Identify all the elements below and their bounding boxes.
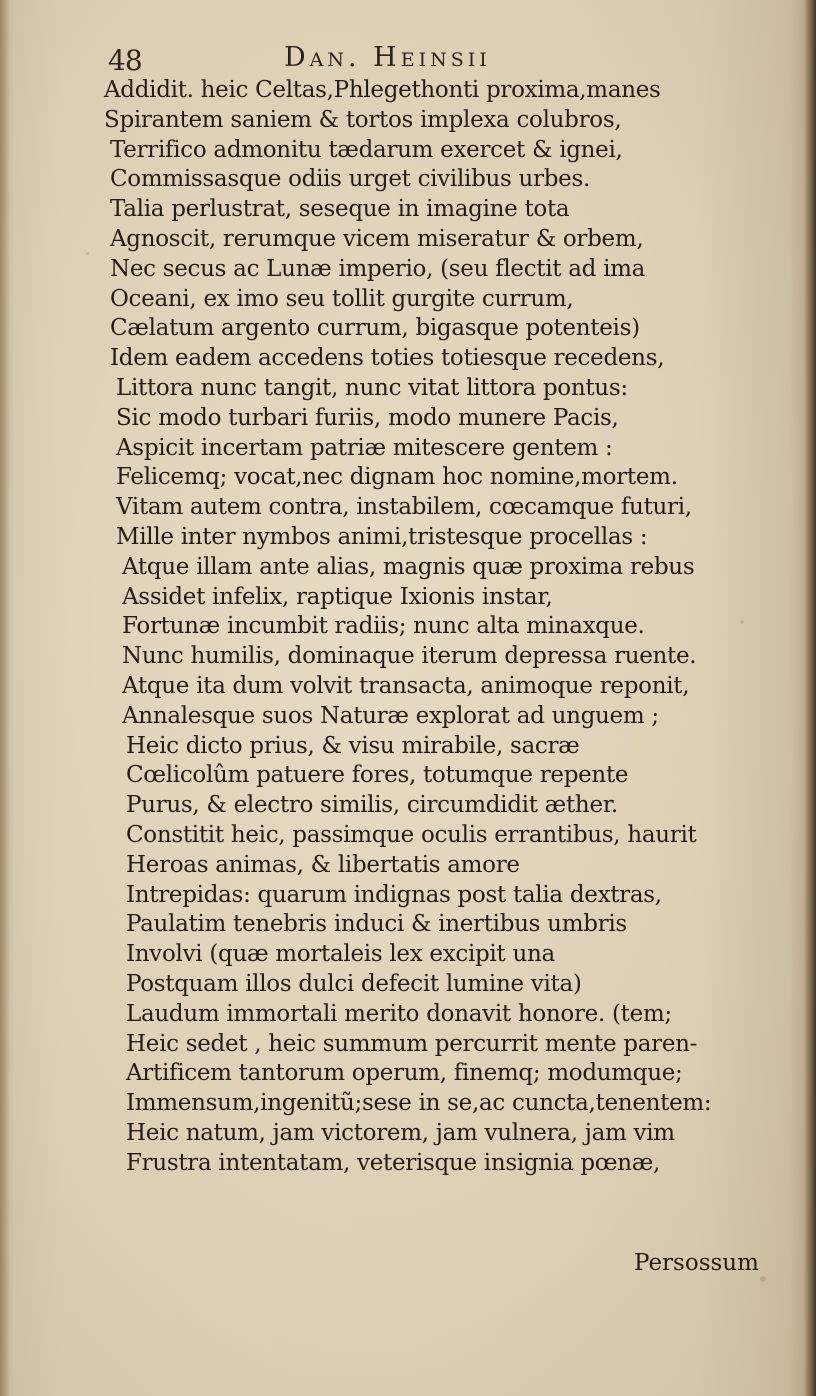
page-left-shadow (0, 0, 10, 1396)
verse-line: Fortunæ incumbit radiis; nunc alta minaxque. (122, 613, 645, 640)
verse-line: Felicemq; vocat,nec dignam hoc nomine,mortem. (116, 464, 678, 491)
verse-line: Paulatim tenebris induci & inertibus umbris (126, 911, 627, 938)
verse-line: Oceani, ex imo seu tollit gurgite currum, (110, 285, 574, 312)
verse-line: Mille inter nymbos animi,tristesque procellas : (116, 523, 648, 550)
verse-line: Idem eadem accedens toties totiesque recedens, (110, 345, 665, 372)
verse-line: Purus, & electro similis, circumdidit æther. (126, 792, 618, 819)
verse-line: Heroas animas, & libertatis amore (126, 851, 520, 878)
verse-line: Terrifico admonitu tædarum exercet & ignei, (110, 136, 623, 163)
verse-line: Atque illam ante alias, magnis quæ proxima rebus (122, 553, 695, 580)
verse-line: Nec secus ac Lunæ imperio, (seu flectit ad ima (110, 255, 646, 282)
verse-line: Heic sedet , heic summum percurrit mente paren- (126, 1030, 698, 1057)
verse-line: Postquam illos dulci defecit lumine vita) (126, 970, 582, 997)
verse-line: Atque ita dum volvit transacta, animoque reponit, (122, 672, 690, 699)
verse-line: Artificem tantorum operum, finemq; modumque; (126, 1060, 683, 1087)
catchword: Persossum (634, 1250, 759, 1276)
verse-line: Talia perlustrat, seseque in imagine tota (110, 196, 570, 223)
verse-line: Laudum immortali merito donavit honore. (tem; (126, 1000, 672, 1027)
verse-line: Nunc humilis, dominaque iterum depressa ruente. (122, 643, 697, 670)
verse-line: Intrepidas: quarum indignas post talia dextras, (126, 881, 662, 908)
verse-line: Cælatum argento currum, bigasque potenteis) (110, 315, 640, 342)
verse-line: Frustra intentatam, veterisque insignia pœnæ, (126, 1149, 661, 1176)
verse-line: Cœlicolûm patuere fores, totumque repente (126, 762, 629, 789)
foxing-spot (86, 252, 89, 255)
verse-line: Agnoscit, rerumque vicem miseratur & orbem, (110, 225, 644, 252)
verse-line: Heic dicto prius, & visu mirabile, sacræ (126, 732, 580, 759)
verse-line: Aspicit incertam patriæ mitescere gentem : (116, 434, 613, 461)
running-title: Dan. Heinsii (284, 42, 491, 73)
verse-line: Constitit heic, passimque oculis errantibus, haurit (126, 821, 697, 848)
poem-text (104, 76, 794, 1178)
verse-line: Addidit. heic Celtas,Phlegethonti proxima,manes (104, 77, 661, 103)
foxing-spot (760, 1276, 766, 1282)
verse-line: Vitam autem contra, instabilem, cœcamque futuri, (116, 494, 692, 521)
verse-line: Immensum,ingenitũ;sese in se,ac cuncta,tenentem: (126, 1090, 712, 1117)
verse-line: Sic modo turbari furiis, modo munere Pacis, (116, 404, 619, 431)
page-header (108, 38, 608, 78)
verse-line: Littora nunc tangit, nunc vitat littora pontus: (116, 374, 628, 401)
verse-line: Commissasque odiis urget civilibus urbes. (110, 166, 590, 193)
book-spine-shadow (804, 0, 816, 1396)
page-number: 48 (108, 44, 142, 77)
verse-line: Heic natum, jam victorem, jam vulnera, jam vim (126, 1119, 675, 1146)
verse-line: Involvi (quæ mortaleis lex excipit una (126, 941, 555, 968)
verse-line: Assidet infelix, raptique Ixionis instar, (122, 583, 553, 610)
verse-line: Spirantem saniem & tortos implexa colubros, (104, 106, 622, 133)
verse-line: Annalesque suos Naturæ explorat ad unguem ; (122, 702, 659, 729)
